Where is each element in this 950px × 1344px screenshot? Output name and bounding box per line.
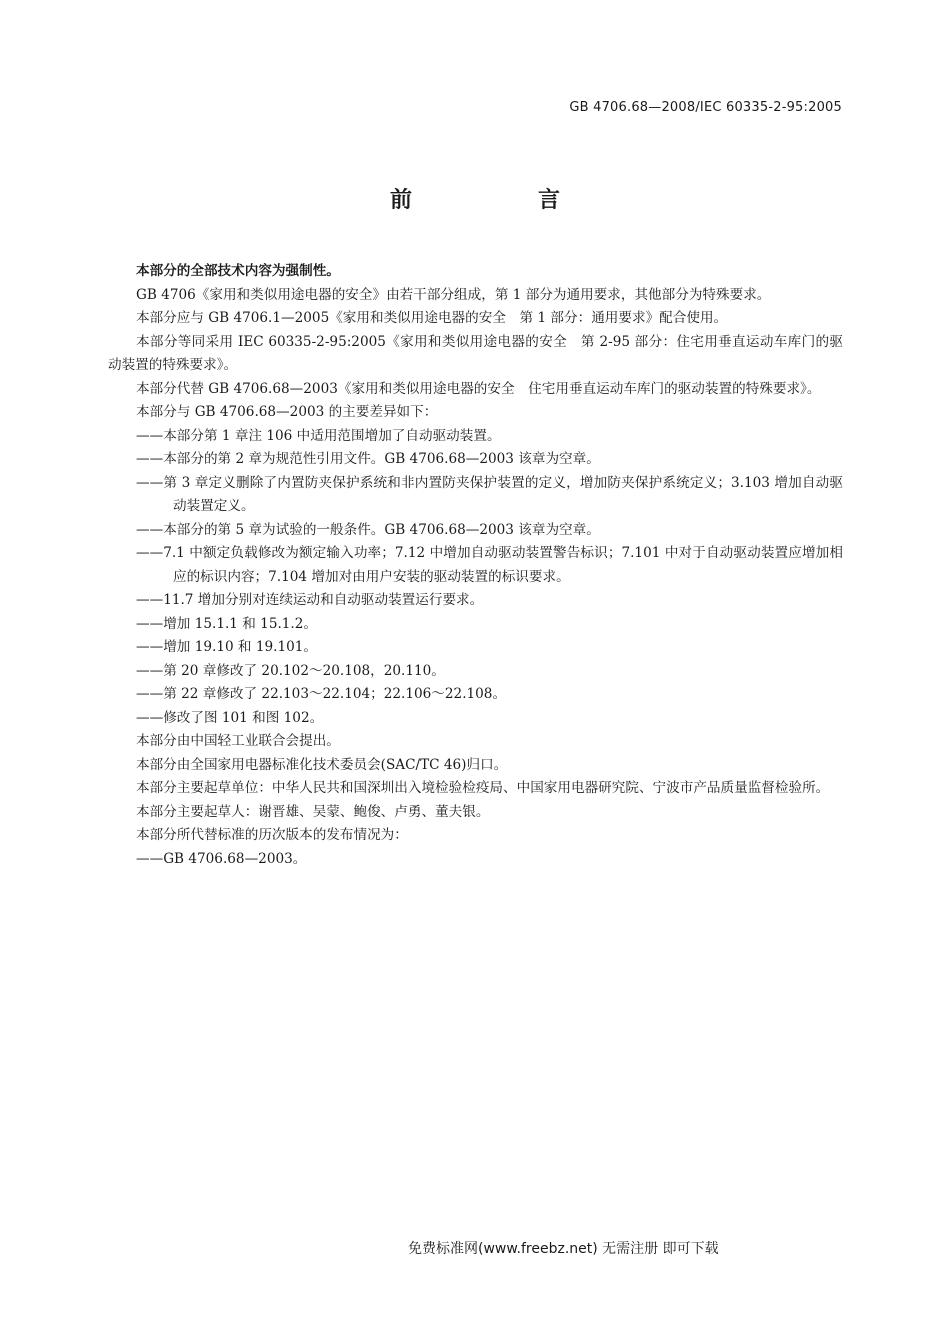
paragraph-adoption: 本部分等同采用 IEC 60335-2-95:2005《家用和类似用途电器的安全 第 2-95 部分：住宅用垂直运动车库门的驱动装置的特殊要求》。 <box>108 333 843 373</box>
difference-item: ——本部分的第 5 章为试验的一般条件。GB 4706.68—2003 该章为空章。 <box>136 521 600 538</box>
difference-item: ——增加 15.1.1 和 15.1.2。 <box>136 615 317 632</box>
difference-item: ——本部分的第 2 章为规范性引用文件。GB 4706.68—2003 该章为空章。 <box>136 451 600 467</box>
paragraph-replacement: 本部分代替 GB 4706.68—2003《家用和类似用途电器的安全 住宅用垂直运动车库门的驱动装置的特殊要求》。 <box>136 380 821 397</box>
page-title: 前 言 <box>389 188 612 213</box>
paragraph-committee: 本部分由全国家用电器标准化技术委员会(SAC/TC 46)归口。 <box>136 756 508 773</box>
difference-item: ——修改了图 101 和图 102。 <box>136 709 324 726</box>
paragraph-history-intro: 本部分所代替标准的历次版本的发布情况为： <box>136 827 408 843</box>
difference-item: ——7.1 中额定负载修改为额定输入功率；7.12 中增加自动驱动装置警告标识；7.101 中对于自动驱动装置应增加相应的标识内容；7.104 增加对由用户安装的驱动装置的标识要求。 <box>136 545 843 585</box>
paragraph-usage: 本部分应与 GB 4706.1—2005《家用和类似用途电器的安全 第 1 部分：通用要求》配合使用。 <box>136 310 728 326</box>
difference-item: ——第 3 章定义删除了内置防夹保护系统和非内置防夹保护装置的定义，增加防夹保护系统定义；3.103 增加自动驱动装置定义。 <box>136 474 843 514</box>
difference-item: ——11.7 增加分别对连续运动和自动驱动装置运行要求。 <box>136 592 484 608</box>
paragraph-drafting-units: 本部分主要起草单位：中华人民共和国深圳出入境检验检疫局、中国家用电器研究院、宁波市产品质量监督检验所。 <box>136 780 830 796</box>
standard-code-header: GB 4706.68—2008/IEC 60335-2-95:2005 <box>569 100 842 115</box>
difference-item: ——第 22 章修改了 22.103～22.104；22.106～22.108。 <box>136 686 507 702</box>
paragraph-differences-intro: 本部分与 GB 4706.68—2003 的主要差异如下： <box>136 404 438 420</box>
difference-item: ——增加 19.10 和 19.101。 <box>136 639 318 655</box>
foreword-body <box>108 260 843 871</box>
paragraph-proposer: 本部分由中国轻工业联合会提出。 <box>136 733 340 749</box>
history-item: ——GB 4706.68—2003。 <box>136 850 307 867</box>
difference-item: ——本部分第 1 章注 106 中适用范围增加了自动驱动装置。 <box>136 427 501 444</box>
mandatory-statement: 本部分的全部技术内容为强制性。 <box>136 263 340 279</box>
paragraph-drafters: 本部分主要起草人：谢晋雄、吴蒙、鲍俊、卢勇、董夫银。 <box>136 803 490 820</box>
download-footer-note: 免费标准网(www.freebz.net) 无需注册 即可下载 <box>408 1241 719 1257</box>
paragraph-composition: GB 4706《家用和类似用途电器的安全》由若干部分组成，第 1 部分为通用要求，其他部分为特殊要求。 <box>136 286 771 303</box>
difference-item: ——第 20 章修改了 20.102～20.108，20.110。 <box>136 662 445 679</box>
